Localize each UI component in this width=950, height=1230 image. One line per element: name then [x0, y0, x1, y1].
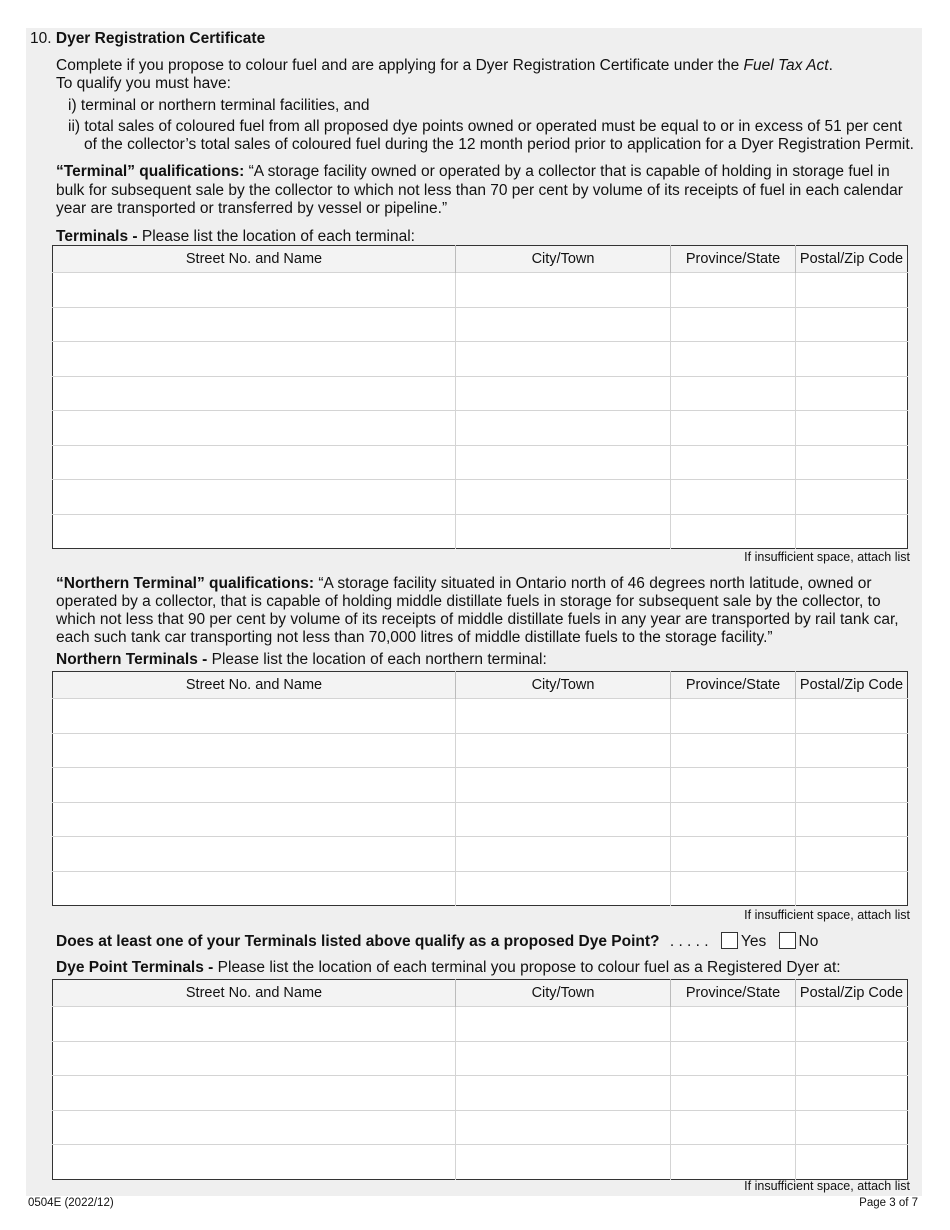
column-header-street: Street No. and Name	[53, 246, 456, 273]
northern-terminals-table	[52, 671, 908, 906]
postal-input[interactable]	[796, 342, 908, 377]
street-input[interactable]	[53, 699, 456, 734]
no-checkbox[interactable]	[779, 932, 796, 949]
street-input[interactable]	[53, 1007, 456, 1042]
province-input[interactable]	[671, 1110, 796, 1145]
city-input[interactable]	[456, 1076, 671, 1111]
street-input[interactable]	[53, 480, 456, 515]
city-input[interactable]	[456, 376, 671, 411]
province-input[interactable]	[671, 871, 796, 906]
city-input[interactable]	[456, 1145, 671, 1180]
street-input[interactable]	[53, 1076, 456, 1111]
yes-label: Yes	[740, 933, 767, 950]
postal-input[interactable]	[796, 1110, 908, 1145]
column-header-city: City/Town	[456, 980, 671, 1007]
table-row	[53, 445, 908, 480]
street-input[interactable]	[53, 514, 456, 549]
column-header-street: Street No. and Name	[53, 980, 456, 1007]
table-header-row	[53, 672, 908, 699]
province-input[interactable]	[671, 445, 796, 480]
table-row	[53, 699, 908, 734]
postal-input[interactable]	[796, 1007, 908, 1042]
northern-terminals-heading: Northern Terminals - Please list the location of each northern terminal:	[56, 651, 547, 668]
postal-input[interactable]	[796, 802, 908, 837]
table-row	[53, 273, 908, 308]
street-input[interactable]	[53, 1145, 456, 1180]
column-header-postal: Postal/Zip Code	[796, 672, 908, 699]
city-input[interactable]	[456, 699, 671, 734]
street-input[interactable]	[53, 411, 456, 446]
table-row	[53, 871, 908, 906]
requirement-1: i) terminal or northern terminal facilities, and	[68, 97, 370, 114]
province-input[interactable]	[671, 1076, 796, 1111]
table-row	[53, 1007, 908, 1042]
province-input[interactable]	[671, 1007, 796, 1042]
table-row	[53, 802, 908, 837]
dye-point-question: Does at least one of your Terminals listed above qualify as a proposed Dye Point? . . . . . Yes No	[56, 933, 819, 950]
postal-input[interactable]	[796, 1041, 908, 1076]
column-header-province: Province/State	[671, 980, 796, 1007]
column-header-city: City/Town	[456, 672, 671, 699]
postal-input[interactable]	[796, 871, 908, 906]
province-input[interactable]	[671, 1145, 796, 1180]
table-row	[53, 837, 908, 872]
table-row	[53, 1145, 908, 1180]
dye-point-terminals-heading: Dye Point Terminals - Please list the location of each terminal you propose to colour fuel as a Registered Dyer at:	[56, 959, 841, 976]
postal-input[interactable]	[796, 1076, 908, 1111]
table-row	[53, 768, 908, 803]
city-input[interactable]	[456, 307, 671, 342]
column-header-postal: Postal/Zip Code	[796, 980, 908, 1007]
table-row	[53, 514, 908, 549]
dye-point-terminals-table	[52, 979, 908, 1180]
table-row	[53, 480, 908, 515]
city-input[interactable]	[456, 514, 671, 549]
city-input[interactable]	[456, 802, 671, 837]
table-row	[53, 376, 908, 411]
yes-checkbox[interactable]	[721, 932, 738, 949]
northern-terminal-qualifications: “Northern Terminal” qualifications: “A storage facility situated in Ontario north of 46 degrees north latitude, owned or operated by a collector, that is capable of holding middle distillate fuels in storage for subsequent sale by the collector, to which not less that 90 per cent by volume of its receipts of middle distillate fuels in any year are transported by rail tank car, each such tank car transporting not less than 70,000 litres of middle distillate fuels to the storage facility.”	[56, 575, 899, 646]
table-header-row	[53, 980, 908, 1007]
province-input[interactable]	[671, 307, 796, 342]
province-input[interactable]	[671, 411, 796, 446]
postal-input[interactable]	[796, 411, 908, 446]
province-input[interactable]	[671, 768, 796, 803]
street-input[interactable]	[53, 307, 456, 342]
table-row	[53, 733, 908, 768]
postal-input[interactable]	[796, 837, 908, 872]
postal-input[interactable]	[796, 480, 908, 515]
column-header-province: Province/State	[671, 246, 796, 273]
street-input[interactable]	[53, 802, 456, 837]
table-row	[53, 1041, 908, 1076]
column-header-city: City/Town	[456, 246, 671, 273]
postal-input[interactable]	[796, 733, 908, 768]
postal-input[interactable]	[796, 768, 908, 803]
northern-space-note: If insufficient space, attach list	[744, 908, 910, 922]
table-header-row	[53, 246, 908, 273]
city-input[interactable]	[456, 480, 671, 515]
city-input[interactable]	[456, 445, 671, 480]
street-input[interactable]	[53, 837, 456, 872]
city-input[interactable]	[456, 837, 671, 872]
province-input[interactable]	[671, 802, 796, 837]
postal-input[interactable]	[796, 445, 908, 480]
province-input[interactable]	[671, 480, 796, 515]
province-input[interactable]	[671, 514, 796, 549]
terminals-table	[52, 245, 908, 549]
postal-input[interactable]	[796, 514, 908, 549]
column-header-province: Province/State	[671, 672, 796, 699]
street-input[interactable]	[53, 1041, 456, 1076]
street-input[interactable]	[53, 733, 456, 768]
city-input[interactable]	[456, 733, 671, 768]
street-input[interactable]	[53, 871, 456, 906]
terminal-qualifications: “Terminal” qualifications: “A storage facility owned or operated by a collector that is capable of holding in storage fuel in bulk for subsequent sale by the collector to which not less than 70 per cent by volume of its receipts of fuel in each calendar year are transported or transferred by vessel or pipeline.”	[56, 163, 903, 217]
province-input[interactable]	[671, 733, 796, 768]
street-input[interactable]	[53, 342, 456, 377]
form-id: 0504E (2022/12)	[28, 1197, 114, 1209]
street-input[interactable]	[53, 445, 456, 480]
city-input[interactable]	[456, 411, 671, 446]
province-input[interactable]	[671, 342, 796, 377]
terminals-heading: Terminals - Please list the location of each terminal:	[56, 228, 415, 245]
city-input[interactable]	[456, 1007, 671, 1042]
dye-space-note: If insufficient space, attach list	[744, 1179, 910, 1193]
table-row	[53, 1110, 908, 1145]
street-input[interactable]	[53, 768, 456, 803]
section-intro: Complete if you propose to colour fuel and are applying for a Dyer Registration Certificate under the Fuel Tax Act. To qualify you must have:	[56, 57, 833, 92]
postal-input[interactable]	[796, 307, 908, 342]
street-input[interactable]	[53, 376, 456, 411]
column-header-postal: Postal/Zip Code	[796, 246, 908, 273]
postal-input[interactable]	[796, 1145, 908, 1180]
province-input[interactable]	[671, 273, 796, 308]
section-heading: 10. Dyer Registration Certificate	[30, 30, 266, 47]
city-input[interactable]	[456, 342, 671, 377]
city-input[interactable]	[456, 768, 671, 803]
city-input[interactable]	[456, 871, 671, 906]
postal-input[interactable]	[796, 376, 908, 411]
column-header-street: Street No. and Name	[53, 672, 456, 699]
table-row	[53, 307, 908, 342]
province-input[interactable]	[671, 699, 796, 734]
no-label: No	[798, 933, 819, 950]
city-input[interactable]	[456, 1110, 671, 1145]
postal-input[interactable]	[796, 699, 908, 734]
requirement-2: ii) total sales of coloured fuel from all proposed dye points owned or operated must be equal to or in excess of 51 per cent of the collector’s total sales of coloured fuel during the 12 month period prior to application for a Dyer Registration Permit.	[68, 118, 914, 153]
province-input[interactable]	[671, 1041, 796, 1076]
table-row	[53, 342, 908, 377]
province-input[interactable]	[671, 837, 796, 872]
postal-input[interactable]	[796, 273, 908, 308]
table-row	[53, 411, 908, 446]
terminals-space-note: If insufficient space, attach list	[744, 550, 910, 564]
street-input[interactable]	[53, 1110, 456, 1145]
city-input[interactable]	[456, 273, 671, 308]
page-number: Page 3 of 7	[859, 1197, 918, 1209]
city-input[interactable]	[456, 1041, 671, 1076]
province-input[interactable]	[671, 376, 796, 411]
table-row	[53, 1076, 908, 1111]
street-input[interactable]	[53, 273, 456, 308]
